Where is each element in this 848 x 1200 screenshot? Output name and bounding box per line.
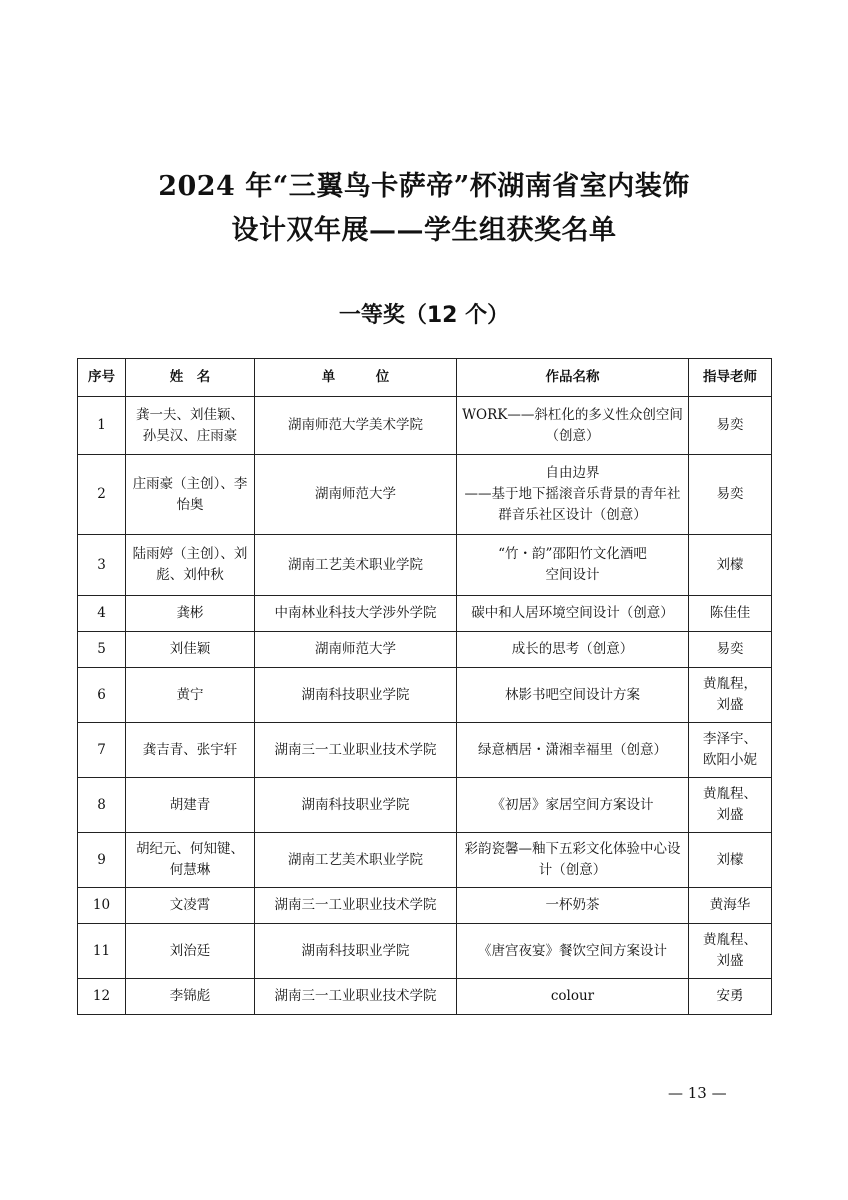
document-title-line-1: 2024 年“三翼鸟卡萨帝”杯湖南省室内装饰 bbox=[158, 171, 690, 202]
row-teacher: 黄胤程、 刘盛 bbox=[689, 924, 772, 979]
row-number: 4 bbox=[78, 596, 126, 632]
row-work: 碳中和人居环境空间设计（创意） bbox=[457, 596, 689, 632]
row-name: 李锦彪 bbox=[126, 979, 255, 1015]
row-teacher: 黄胤程、 刘盛 bbox=[689, 778, 772, 833]
row-work: 《初居》家居空间方案设计 bbox=[457, 778, 689, 833]
header-unit: 单 位 bbox=[255, 359, 457, 397]
row-unit: 中南林业科技大学涉外学院 bbox=[255, 596, 457, 632]
row-teacher: 易奕 bbox=[689, 455, 772, 535]
row-work: 《唐宫夜宴》餐饮空间方案设计 bbox=[457, 924, 689, 979]
row-number: 8 bbox=[78, 778, 126, 833]
row-teacher: 李泽宇、 欧阳小妮 bbox=[689, 723, 772, 778]
row-work: 自由边界 ——基于地下摇滚音乐背景的青年社群音乐社区设计（创意） bbox=[457, 455, 689, 535]
table-row bbox=[78, 833, 772, 888]
row-teacher: 陈佳佳 bbox=[689, 596, 772, 632]
row-work: WORK——斜杠化的多义性众创空间（创意） bbox=[457, 397, 689, 455]
page-number: — 13 — bbox=[668, 1084, 727, 1102]
table-row bbox=[78, 778, 772, 833]
row-name: 黄宁 bbox=[126, 668, 255, 723]
row-number: 12 bbox=[78, 979, 126, 1015]
row-name: 刘佳颖 bbox=[126, 632, 255, 668]
row-number: 10 bbox=[78, 888, 126, 924]
row-unit: 湖南科技职业学院 bbox=[255, 778, 457, 833]
row-teacher: 黄胤程， 刘盛 bbox=[689, 668, 772, 723]
row-unit: 湖南三一工业职业技术学院 bbox=[255, 979, 457, 1015]
row-number: 6 bbox=[78, 668, 126, 723]
table-row bbox=[78, 979, 772, 1015]
row-number: 11 bbox=[78, 924, 126, 979]
row-name: 胡纪元、何知键、何慧琳 bbox=[126, 833, 255, 888]
row-teacher: 刘檬 bbox=[689, 535, 772, 596]
row-number: 5 bbox=[78, 632, 126, 668]
row-unit: 湖南工艺美术职业学院 bbox=[255, 833, 457, 888]
header-name: 姓 名 bbox=[126, 359, 255, 397]
row-unit: 湖南三一工业职业技术学院 bbox=[255, 723, 457, 778]
row-unit: 湖南师范大学 bbox=[255, 455, 457, 535]
row-unit: 湖南师范大学美术学院 bbox=[255, 397, 457, 455]
table-row bbox=[78, 455, 772, 535]
row-number: 7 bbox=[78, 723, 126, 778]
row-name: 文凌霄 bbox=[126, 888, 255, 924]
row-name: 陆雨婷（主创）、刘彪、刘仲秋 bbox=[126, 535, 255, 596]
document-title-line-2: 设计双年展——学生组获奖名单 bbox=[231, 215, 617, 246]
row-work: 绿意栖居・潇湘幸福里（创意） bbox=[457, 723, 689, 778]
row-unit: 湖南科技职业学院 bbox=[255, 668, 457, 723]
row-number: 2 bbox=[78, 455, 126, 535]
row-work: 一杯奶茶 bbox=[457, 888, 689, 924]
header-teacher: 指导老师 bbox=[689, 359, 772, 397]
row-name: 胡建青 bbox=[126, 778, 255, 833]
row-unit: 湖南工艺美术职业学院 bbox=[255, 535, 457, 596]
table-row bbox=[78, 668, 772, 723]
award-table bbox=[77, 358, 772, 1015]
row-work: 林影书吧空间设计方案 bbox=[457, 668, 689, 723]
row-teacher: 刘檬 bbox=[689, 833, 772, 888]
table-header-row bbox=[78, 359, 772, 397]
row-work: colour bbox=[457, 979, 689, 1015]
row-unit: 湖南师范大学 bbox=[255, 632, 457, 668]
row-number: 1 bbox=[78, 397, 126, 455]
row-teacher: 易奕 bbox=[689, 632, 772, 668]
table-row bbox=[78, 632, 772, 668]
row-teacher: 黄海华 bbox=[689, 888, 772, 924]
row-unit: 湖南科技职业学院 bbox=[255, 924, 457, 979]
table-row bbox=[78, 924, 772, 979]
row-number: 3 bbox=[78, 535, 126, 596]
section-title: 一等奖（12 个） bbox=[338, 303, 510, 328]
row-name: 龚吉青、张宇轩 bbox=[126, 723, 255, 778]
row-work: 彩韵瓷馨—釉下五彩文化体验中心设计（创意） bbox=[457, 833, 689, 888]
header-work: 作品名称 bbox=[457, 359, 689, 397]
table-row bbox=[78, 535, 772, 596]
row-name: 龚一夫、刘佳颖、孙昊汉、庄雨豪 bbox=[126, 397, 255, 455]
row-teacher: 安勇 bbox=[689, 979, 772, 1015]
row-number: 9 bbox=[78, 833, 126, 888]
row-name: 龚彬 bbox=[126, 596, 255, 632]
row-name: 庄雨豪（主创）、李怡奥 bbox=[126, 455, 255, 535]
row-name: 刘治廷 bbox=[126, 924, 255, 979]
table-row bbox=[78, 888, 772, 924]
row-unit: 湖南三一工业职业技术学院 bbox=[255, 888, 457, 924]
table-row bbox=[78, 397, 772, 455]
table-row bbox=[78, 596, 772, 632]
table-row bbox=[78, 723, 772, 778]
row-teacher: 易奕 bbox=[689, 397, 772, 455]
row-work: 成长的思考（创意） bbox=[457, 632, 689, 668]
header-number: 序号 bbox=[78, 359, 126, 397]
row-work: “竹・韵”邵阳竹文化酒吧 空间设计 bbox=[457, 535, 689, 596]
